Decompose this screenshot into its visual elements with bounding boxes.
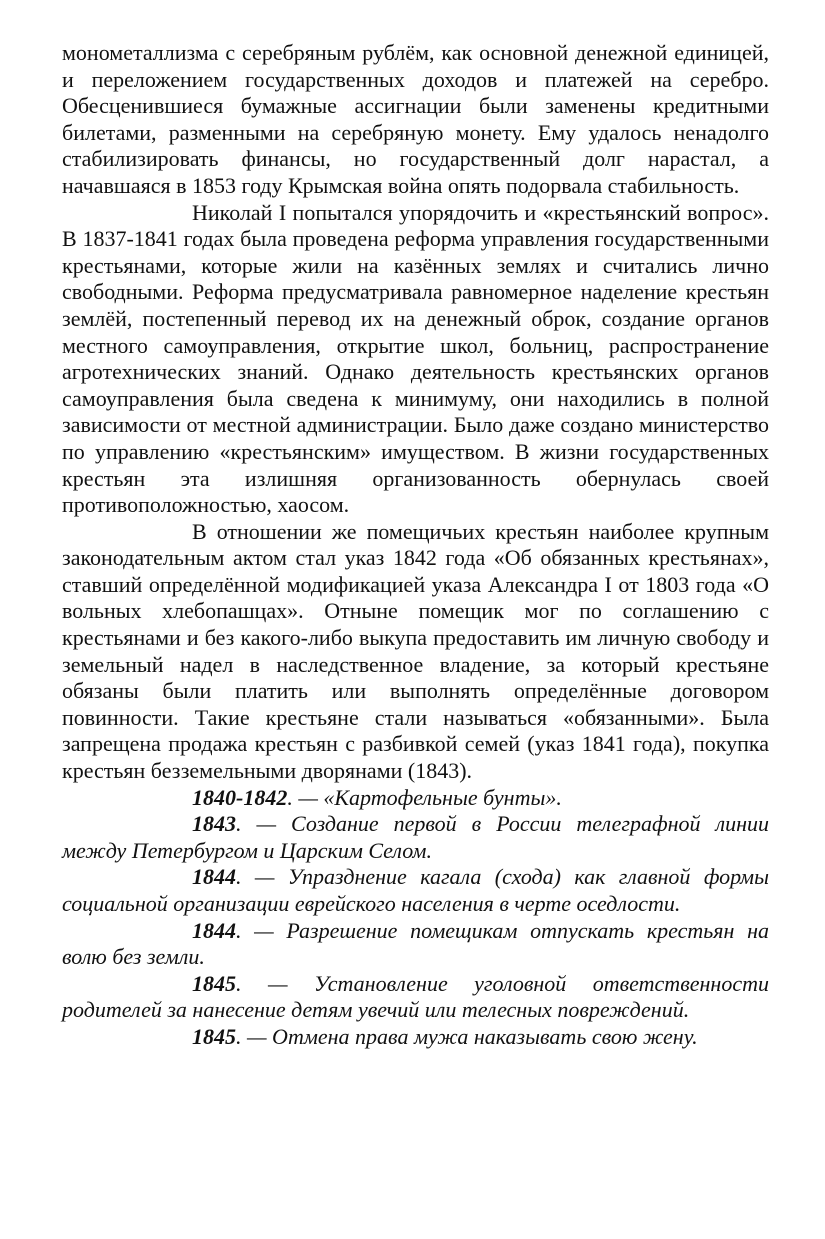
chronology-entry <box>62 971 769 1024</box>
chronology-year: 1844 <box>192 864 236 890</box>
chronology-year: 1843 <box>192 811 236 837</box>
chronology-entry <box>62 1024 769 1051</box>
chronology-year: 1844 <box>192 917 236 943</box>
chronology-text: . — Установление уголовной ответственности родителей за нанесение детям увечий или телесных повреждений. <box>62 970 769 1023</box>
chronology-text: . — Разрешение помещикам отпускать крестьян на волю без земли. <box>62 917 769 970</box>
chronology-text: . — Упразднение кагала (схода) как главной формы социальной организации еврейского населения в черте оседлости. <box>62 864 769 916</box>
chronology-year: 1845 <box>192 1023 236 1049</box>
chronology-text: . — Отмена права мужа наказывать свою жену. <box>236 1023 698 1049</box>
chronology-entry <box>62 864 769 917</box>
document-page <box>62 40 769 1051</box>
chronology-text: . — «Картофельные бунты». <box>287 784 562 810</box>
chronology-year: 1845 <box>192 970 236 996</box>
chronology-entry <box>62 785 769 812</box>
paragraph-obligated-peasants: В отношении же помещичьих крестьян наиболее крупным законодательным актом стал указ 1842 года «Об обязанных крестьянах», ставший определённой модификацией указа Александра I от 1803 года «О вольных хлебопашцах». Отныне помещик мог по соглашению с крестьянами и без какого-либо выкупа предоставить им личную свободу и земельный надел в наследственное владение, за который крестьяне обязаны были платить или выполнять определённые договором повинности. Такие крестьяне стали называться «обязанными». Была запрещена продажа крестьян с разбивкой семей (указ 1841 года), покупка крестьян безземельными дворянами (1843). <box>62 518 769 784</box>
paragraph-monometallism: монометаллизма с серебряным рублём, как основной денежной единицей, и переложением государственных доходов и платежей на серебро. Обесценившиеся бумажные ассигнации были заменены кредитными билетами, разменными на серебряную монету. Ему удалось ненадолго стабилизировать финансы, но государственный долг нарастал, а начавшаяся в 1853 году Крымская война опять подорвала стабильность. <box>62 40 769 198</box>
chronology-year: 1840-1842 <box>192 784 288 810</box>
chronology-text: . — Создание первой в России телеграфной линии между Петербургом и Царским Селом. <box>62 811 769 863</box>
paragraph-peasant-question: Николай I попытался упорядочить и «крестьянский вопрос». В 1837-1841 годах была проведена реформа управления государственными крестьянами, которые жили на казённых землях и считались лично свободными. Реформа предусматривала равномерное наделение крестьян землёй, постепенный перевод их на денежный оброк, создание органов местного самоуправления, открытие школ, больниц, распространение агротехнических знаний. Однако деятельность крестьянских органов самоуправления была сведена к минимуму, они находились в полной зависимости от местной администрации. Было даже создано министерство по управлению «крестьянским» имуществом. В жизни государственных крестьян эта излишняя организованность обернулась своей противоположностью, хаосом. <box>62 199 769 518</box>
chronology-entry <box>62 811 769 864</box>
chronology-entry <box>62 918 769 971</box>
